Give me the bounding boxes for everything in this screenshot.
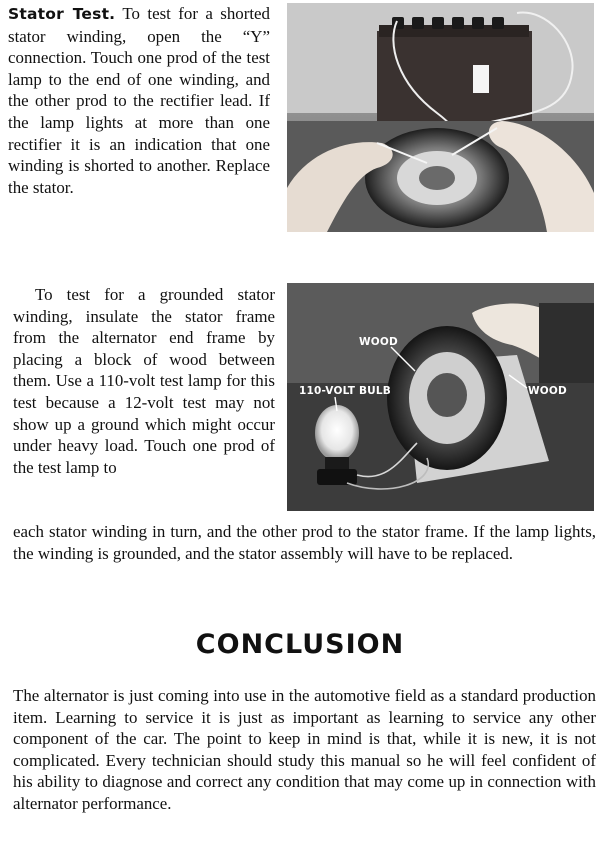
bulb-shape: [315, 405, 359, 461]
wood-top-label: WOOD: [359, 336, 398, 348]
stator-short-test-illustration: [287, 3, 594, 232]
conclusion-heading: CONCLUSION: [195, 629, 405, 660]
stator-test-heading: Stator Test.: [8, 5, 116, 23]
stator-test-text: To test for a shorted stator winding, open the “Y” connection. Touch one prod of the test lamp to the end of one winding, and the other prod to the rectifier lead. If the lamp lights at more than one rectifier it is an indication that one winding is shorted to another. Replace the stator.: [8, 4, 270, 197]
wood-right-label: WOOD: [528, 385, 567, 397]
bulb-label: 110-VOLT BULB: [299, 385, 391, 397]
test-lamp-socket: [473, 65, 489, 93]
ground-test-paragraph-continued: each stator winding in turn, and the other prod to the stator frame. If the lamp lights, the winding is grounded, and the stator assembly will have to be replaced.: [13, 522, 596, 563]
conclusion-paragraph: The alternator is just coming into use in the automotive field as a standard production item. Learning to service it is just as important as learning to service any other component of the car. The point to keep in mind is that, while it is new, it is not complicated. Every technician should study this manual so he will feel confident of his ability to diagnose and correct any condition that may come up in connection with alternator performance.: [13, 686, 596, 813]
stator-ground-test-illustration: [287, 283, 594, 511]
stator-ground-test-photo: [287, 283, 594, 511]
stator-test-paragraph: [8, 3, 270, 198]
stator-short-test-photo: [287, 3, 594, 232]
battery-shape: [377, 31, 532, 126]
ground-test-paragraph: To test for a grounded stator winding, insulate the stator frame from the alternator end frame by placing a block of wood between them. Use a 110-volt test lamp for this test because a 12-volt test may not show up a ground which might occur under heavy load. Touch one prod of the test lamp to: [13, 285, 275, 477]
